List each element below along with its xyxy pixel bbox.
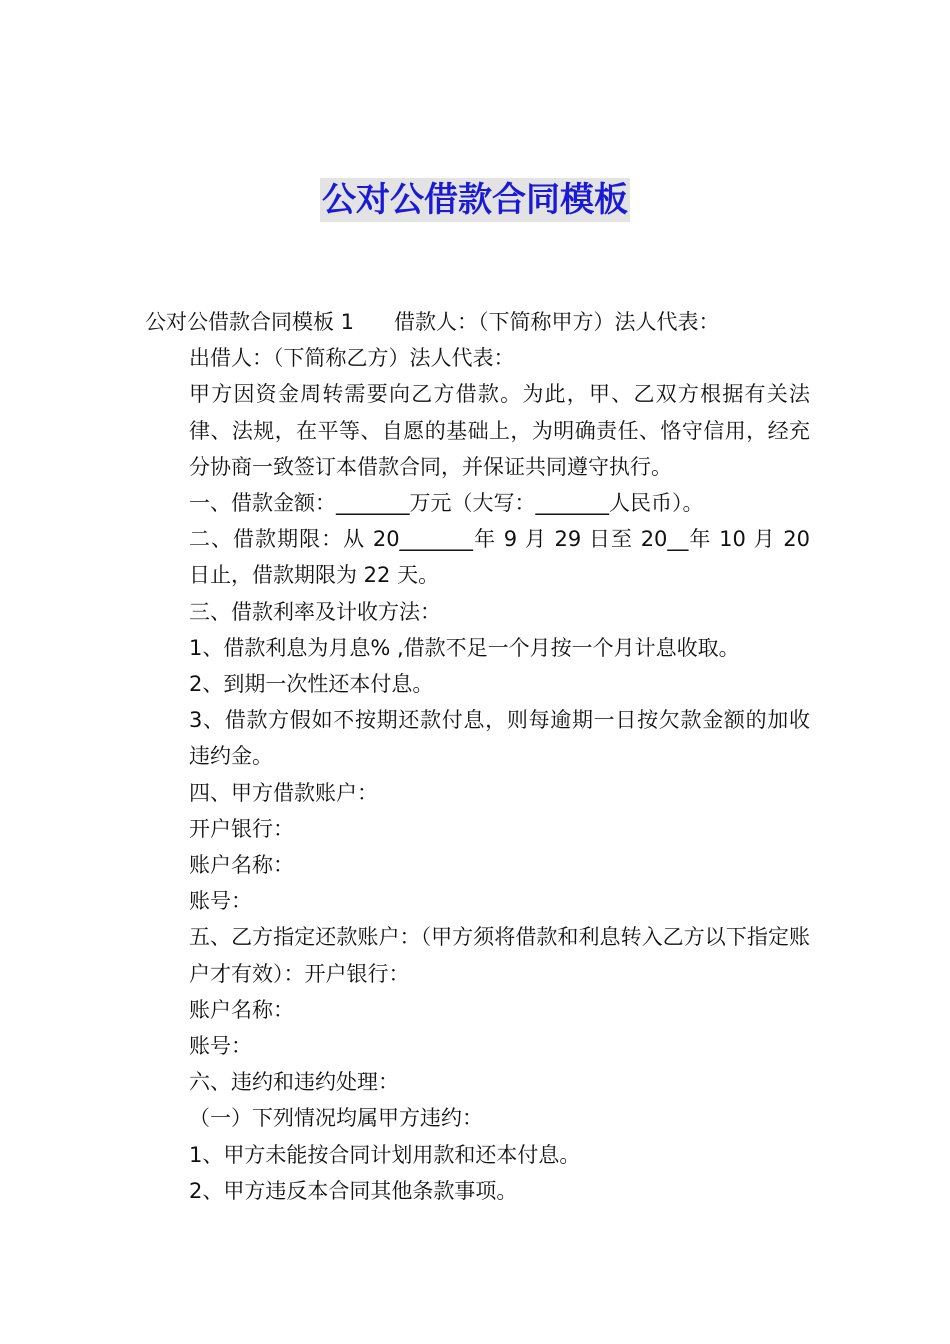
lender-account-number-field: 账号： <box>189 1034 252 1059</box>
breach-item-2: 2、甲方违反本合同其他条款事项。 <box>189 1178 518 1203</box>
lender-account-name-field: 账户名称： <box>189 997 294 1022</box>
section-borrower-account: 四、甲方借款账户： <box>189 780 378 805</box>
section-amount: 一、借款金额：_______万元（大写：_______人民币）。 <box>189 491 704 516</box>
interest-item-3: 3、借款方假如不按期还款付息，则每逾期一日按欠款金额的加收违约金。 <box>189 708 810 769</box>
contract-body <box>145 304 810 1209</box>
borrower-account-name-field: 账户名称： <box>189 853 294 878</box>
interest-item-1: 1、借款利息为月息% ,借款不足一个月按一个月计息收取。 <box>189 635 740 660</box>
section-breach: 六、违约和违约处理： <box>189 1070 399 1095</box>
lender-line: 出借人：（下简称乙方）法人代表： <box>189 346 515 371</box>
section-term: 二、借款期限：从 20_______年 9 月 29 日至 20__年 10 月 20 日止，借款期限为 22 天。 <box>189 527 810 588</box>
intro-paragraph: 甲方因资金周转需要向乙方借款。为此，甲、乙双方根据有关法律、法规，在平等、自愿的基础上，为明确责任、恪守信用，经充分协商一致签订本借款合同，并保证共同遵守执行。 <box>189 382 810 479</box>
title-area <box>0 178 950 222</box>
borrower-account-number-field: 账号： <box>189 889 252 914</box>
interest-item-2: 2、到期一次性还本付息。 <box>189 672 434 697</box>
borrower-bank-field: 开户银行： <box>189 816 294 841</box>
section-repayment-account: 五、乙方指定还款账户：（甲方须将借款和利息转入乙方以下指定账户才有效）：开户银行： <box>189 925 810 986</box>
heading-line <box>145 304 810 340</box>
borrower-line: 借款人：（下简称甲方）法人代表： <box>394 310 720 334</box>
template-number-label: 公对公借款合同模板 1 <box>145 310 355 334</box>
breach-subsection-1: （一）下列情况均属甲方违约： <box>189 1106 483 1131</box>
document-title: 公对公借款合同模板 <box>322 180 628 220</box>
section-interest: 三、借款利率及计收方法： <box>189 599 441 624</box>
breach-item-1: 1、甲方未能按合同计划用款和还本付息。 <box>189 1142 581 1167</box>
